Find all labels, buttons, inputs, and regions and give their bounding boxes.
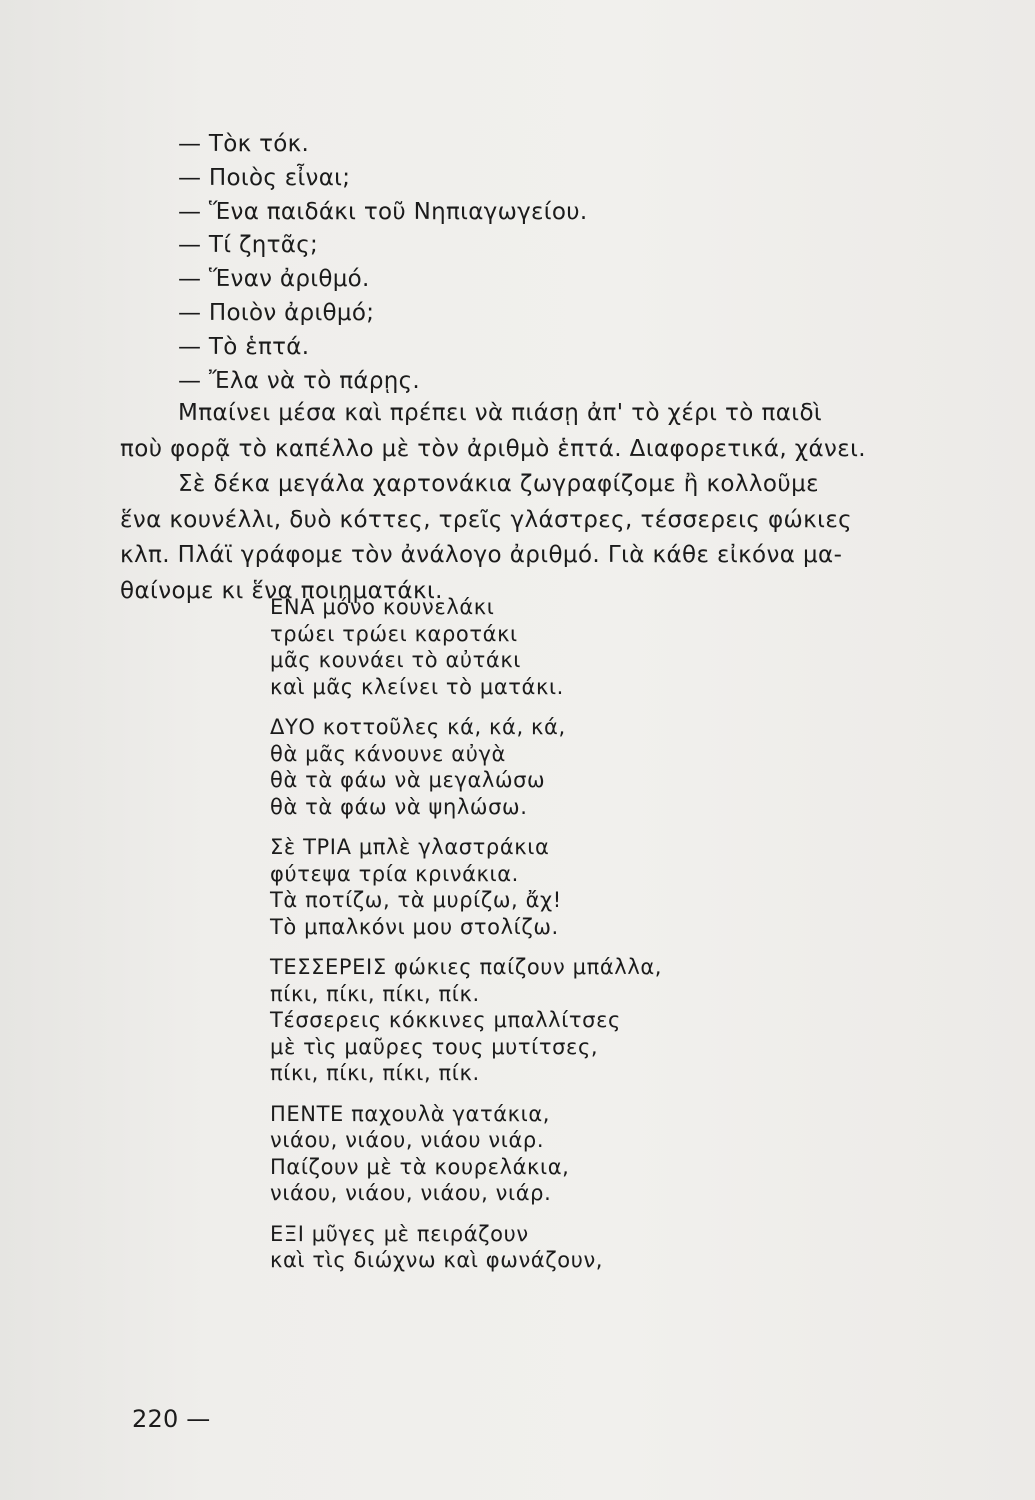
poem-stanza [270, 594, 662, 700]
poem-stanza [270, 1101, 662, 1207]
poem-line: θὰ τὰ φάω νὰ μεγαλώσω [270, 768, 546, 792]
poem-line: Σὲ ΤΡΙΑ μπλὲ γλαστράκια [270, 835, 550, 859]
poem-line: Τέσσερεις κόκκινες μπαλλίτσες [270, 1008, 621, 1032]
page-number: 220 — [132, 1405, 211, 1433]
text-line: κλπ. Πλάϊ γράφομε τὸν ἀνάλογο ἀριθμό. Γιὰ κάθε εἰκόνα μα- [120, 542, 843, 569]
poem-line: νιάου, νιάου, νιάου νιάρ. [270, 1128, 545, 1152]
poem-line: ΠΕΝΤΕ παχουλὰ γατάκια, [270, 1101, 551, 1126]
poem-line: Παίζουν μὲ τὰ κουρελάκια, [270, 1154, 570, 1179]
dialogue-line: — Τὸκ τόκ. [178, 131, 310, 157]
text-line: Μπαίνει μέσα καὶ πρέπει νὰ πιάσῃ ἀπ' τὸ χέρι τὸ παιδὶ [178, 400, 823, 426]
poems-block [270, 594, 662, 1288]
prose-block [120, 396, 908, 610]
text-line: ἕνα κουνέλλι, δυὸ κόττες, τρεῖς γλάστρες, τέσσερεις φώκιες [120, 506, 853, 533]
poem-line: πίκι, πίκι, πίκι, πίκ. [270, 1061, 480, 1085]
poem-line: ΤΕΣΣΕΡΕΙΣ φώκιες παίζουν μπάλλα, [270, 955, 663, 979]
poem-line: πίκι, πίκι, πίκι, πίκ. [270, 981, 480, 1006]
poem-stanza [270, 1221, 662, 1274]
text-line: θαίνομε κι ἕνα ποιηματάκι. [120, 577, 443, 604]
poem-line: θὰ μᾶς κάνουνε αὐγὰ [270, 741, 506, 766]
poem-line: φύτεψα τρία κρινάκια. [270, 861, 519, 886]
poem-stanza [270, 954, 662, 1087]
poem-line: μὲ τὶς μαῦρες τους μυτίτσες, [270, 1034, 599, 1059]
poem-line: θὰ τὰ φάω νὰ ψηλώσω. [270, 794, 528, 819]
dialogue-line: — Τί ζητᾶς; [178, 232, 319, 259]
poem-stanza [270, 834, 662, 940]
poem-line: νιάου, νιάου, νιάου, νιάρ. [270, 1181, 552, 1205]
poem-line: μᾶς κουνάει τὸ αὐτάκι [270, 648, 522, 672]
poem-line: ΕΝΑ μόνο κουνελάκι [270, 595, 495, 619]
dialogue-line: — Ἕνα παιδάκι τοῦ Νηπιαγωγείου. [178, 198, 588, 225]
poem-stanza [270, 714, 662, 820]
poem-line: τρώει τρώει καροτάκι [270, 621, 518, 646]
dialogue-line: — Ποιὸς εἶναι; [178, 164, 351, 191]
paragraph [120, 396, 908, 467]
dialogue-line: — Ἕναν ἀριθμό. [178, 266, 370, 293]
dialogue-line: — Ἔλα νὰ τὸ πάρῃς. [178, 367, 421, 394]
poem-line: καὶ τὶς διώχνω καὶ φωνάζουν, [270, 1248, 604, 1272]
poem-line: καὶ μᾶς κλείνει τὸ ματάκι. [270, 674, 564, 699]
poem-line: Τὰ ποτίζω, τὰ μυρίζω, ἄχ! [270, 888, 562, 912]
dialogue-line: — Ποιὸν ἀριθμό; [178, 299, 375, 326]
text-line: Σὲ δέκα μεγάλα χαρτονάκια ζωγραφίζομε ἢ κολλοῦμε [178, 471, 819, 498]
paragraph [120, 467, 908, 609]
poem-line: ΔΥΟ κοττοῦλες κά, κά, κά, [270, 715, 566, 739]
dialogue-block [178, 128, 587, 398]
text-line: ποὺ φορᾷ τὸ καπέλλο μὲ τὸν ἀριθμὸ ἑπτά. Διαφορετικά, χάνει. [120, 435, 867, 462]
poem-line: ΕΞΙ μῦγες μὲ πειράζουν [270, 1221, 529, 1246]
poem-line: Τὸ μπαλκόνι μου στολίζω. [270, 914, 559, 939]
dialogue-line: — Τὸ ἑπτά. [178, 333, 310, 360]
